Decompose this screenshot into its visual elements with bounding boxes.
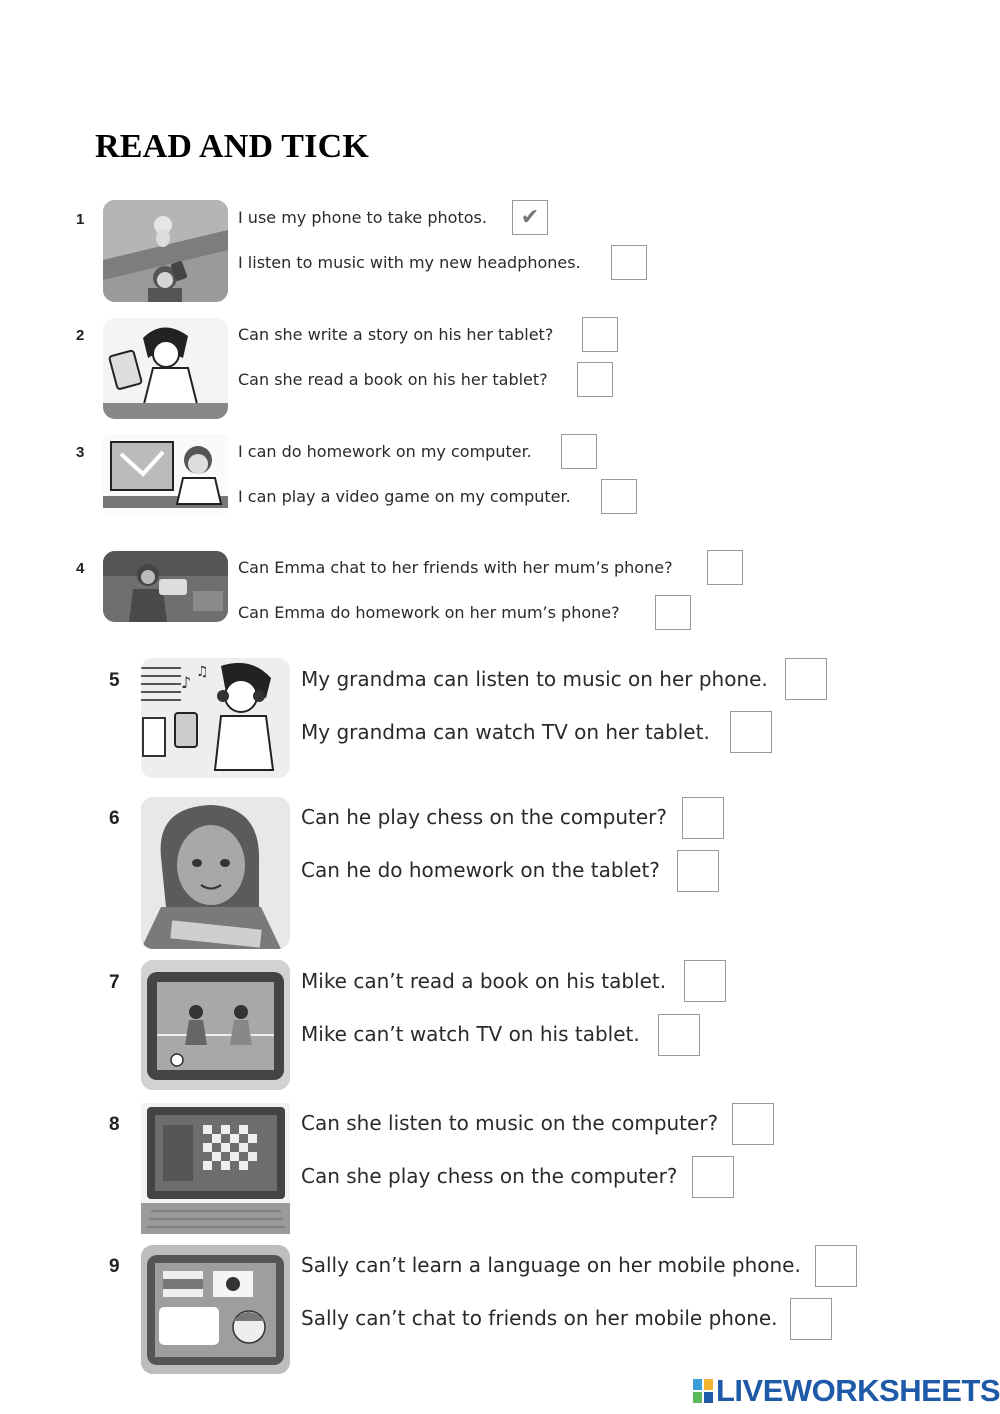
tick-box[interactable] — [785, 658, 827, 700]
item-number: 6 — [109, 808, 120, 829]
question-text: Can Emma do homework on her mum’s phone? — [238, 603, 620, 622]
item-number: 5 — [109, 670, 120, 691]
girl-taking-photo-icon — [103, 200, 228, 302]
tick-box[interactable] — [790, 1298, 832, 1340]
girl-with-tablet-desk-icon — [141, 797, 290, 949]
question-text: I listen to music with my new headphones. — [238, 253, 581, 272]
tick-box[interactable] — [732, 1103, 774, 1145]
question-text: Can she read a book on his her tablet? — [238, 370, 548, 389]
svg-text:♪: ♪ — [181, 673, 192, 692]
tick-box[interactable] — [730, 711, 772, 753]
tick-box[interactable] — [601, 479, 637, 514]
question-text: Can he play chess on the computer? — [301, 805, 667, 829]
item-number: 1 — [76, 211, 85, 228]
tick-box[interactable] — [815, 1245, 857, 1287]
question-text: Sally can’t learn a language on her mobile phone. — [301, 1253, 801, 1277]
item-number: 9 — [109, 1256, 120, 1277]
tick-box[interactable] — [582, 317, 618, 352]
page-title: READ AND TICK — [95, 128, 370, 165]
question-text: I can do homework on my computer. — [238, 442, 532, 461]
tick-box[interactable] — [655, 595, 691, 630]
grandma-with-headphones-icon — [141, 658, 290, 778]
question-text: Can she listen to music on the computer? — [301, 1111, 719, 1135]
tick-box[interactable] — [682, 797, 724, 839]
question-text: Can Emma chat to her friends with her mum’s phone? — [238, 558, 673, 577]
question-text: Can she write a story on his her tablet? — [238, 325, 554, 344]
question-text: Mike can’t read a book on his tablet. — [301, 969, 667, 993]
tick-box[interactable] — [707, 550, 743, 585]
tick-box[interactable] — [684, 960, 726, 1002]
tick-box[interactable] — [692, 1156, 734, 1198]
boy-playing-computer-icon — [103, 434, 228, 516]
question-text: My grandma can listen to music on her phone. — [301, 667, 768, 691]
tick-box[interactable] — [577, 362, 613, 397]
tablet-language-flags-icon — [141, 1245, 290, 1374]
girl-chatting-phone-icon — [103, 551, 228, 622]
tick-box[interactable] — [611, 245, 647, 280]
tick-box[interactable] — [677, 850, 719, 892]
question-text: Mike can’t watch TV on his tablet. — [301, 1022, 640, 1046]
tick-box-checked[interactable] — [512, 200, 548, 235]
item-number: 3 — [76, 444, 85, 461]
item-number: 7 — [109, 972, 120, 993]
item-number: 2 — [76, 327, 85, 344]
liveworksheets-brand[interactable] — [692, 1373, 1000, 1409]
item-number: 4 — [76, 560, 85, 577]
liveworksheets-logo-icon — [692, 1378, 714, 1404]
question-text: Sally can’t chat to friends on her mobile phone. — [301, 1306, 778, 1330]
item-number: 8 — [109, 1114, 120, 1135]
question-text: I can play a video game on my computer. — [238, 487, 571, 506]
question-text: I use my phone to take photos. — [238, 208, 487, 227]
girl-with-tablet-icon — [103, 318, 228, 419]
tick-box[interactable] — [561, 434, 597, 469]
tick-box[interactable] — [658, 1014, 700, 1056]
tablet-football-game-icon — [141, 960, 290, 1090]
question-text: Can he do homework on the tablet? — [301, 858, 660, 882]
check-icon: ✔ — [520, 205, 540, 230]
svg-text:♫: ♫ — [196, 664, 209, 680]
brand-name: LIVEWORKSHEETS — [716, 1373, 1000, 1408]
question-text: My grandma can watch TV on her tablet. — [301, 720, 710, 744]
laptop-chess-icon — [141, 1103, 290, 1234]
question-text: Can she play chess on the computer? — [301, 1164, 678, 1188]
